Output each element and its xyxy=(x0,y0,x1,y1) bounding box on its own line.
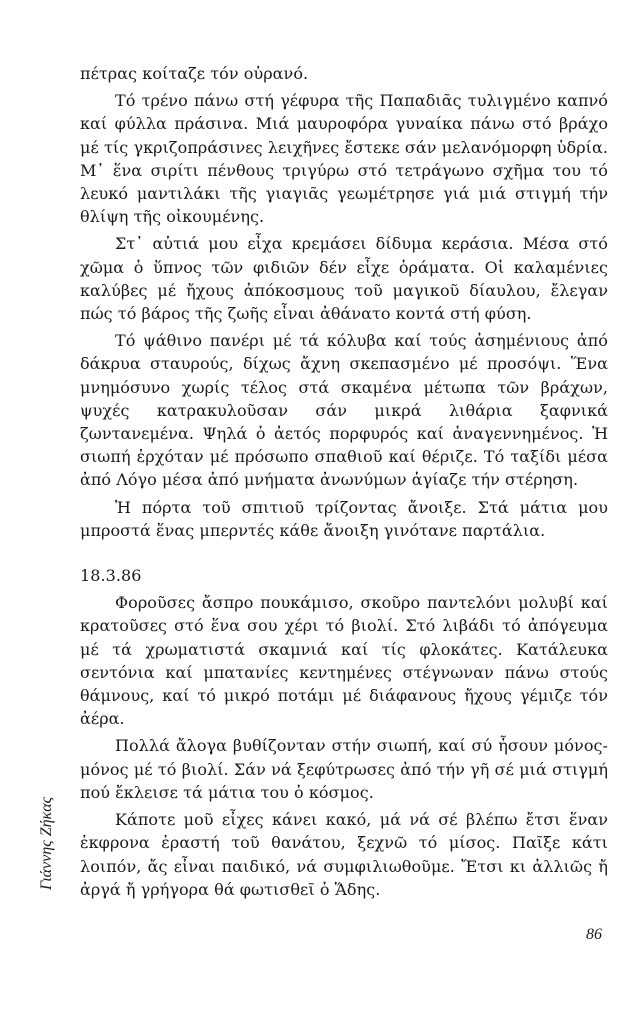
entry-date: 18.3.86 xyxy=(80,566,142,586)
paragraph: πέτρας κοίταζε τόν οὐρανό. xyxy=(80,64,309,83)
paragraph: Φοροῦσες ἄσπρο πουκάμισο, σκοῦρο παντελόνι μολυβί καί κρατοῦσες στό ἕνα σου χέρι τό βιολί. Στό λιβάδι τό ἀπόγευμα μέ τά χρωματιστά σκαμνιά καί τίς φλοκάτες. Κατάλευκα σεντόνια καί μπατανίες κεντημένες στέγνωναν πάνω στούς θάμνους, καί τό μικρό ποτάμι μέ διάφανους ἤχους γέμιζε τόν ἀέρα. xyxy=(80,593,608,729)
paragraph: Στ᾿ αὐτιά μου εἶχα κρεμάσει δίδυμα κεράσια. Μέσα στό χῶμα ὁ ὕπνος τῶν φιδιῶν δέν εἶχε ὁράματα. Οἱ καλαμένιες καλύβες μέ ἤχους ἀπόκοσμους τοῦ μαγικοῦ δίαυλου, ἔλεγαν πώς τό βάρος τῆς ζωῆς εἶναι ἀθάνατο κοντά στή φύση. xyxy=(80,234,608,324)
paragraph: Τό τρένο πάνω στή γέφυρα τῆς Παπαδιᾶς τυλιγμένο καπνό καί φύλλα πράσινα. Μιά μαυροφόρα γυναίκα πάνω στό βράχο μέ τίς γκριζοπράσινες λειχῆνες ἔστεκε σάν μελανόμορφη ὑδρία. Μ᾿ ἕνα σιρίτι πένθους τριγύρω στό τετράγωνο σχῆμα του τό λευκό μαντιλάκι τῆς γιαγιᾶς γεωμέτρησε γιά μιά στιγμή τήν θλίψη τῆς οἰκουμένης. xyxy=(80,91,608,227)
paragraph: Τό ψάθινο πανέρι μέ τά κόλυβα καί τούς ἀσημένιους ἀπό δάκρυα σταυρούς, δίχως ἄχνη σκεπασμένο μέ προσόψι. Ἕνα μνημόσυνο χωρίς τέλος στά σκαμένα μέτωπα τῶν βράχων, ψυχές κατρακυλοῦσαν σάν μικρά λιθάρια ξαφνικά ζωντανεμένα. Ψηλά ὁ ἀετός πορφυρός καί ἀναγεννημένος. Ἡ σιωπή ἐρχόταν μέ πρόσωπο σπαθιοῦ καί θέριζε. Τό ταξίδι μέσα ἀπό Λόγο μέσα ἀπό μνήματα ἀνωνύμων ἁγίαζε τήν στέρηση. xyxy=(80,331,608,490)
paragraph: Ἡ πόρτα τοῦ σπιτιοῦ τρίζοντας ἄνοιξε. Στά μάτια μου μπροστά ἕνας μπερντές κάθε ἄνοιξη γινότανε παρτάλια. xyxy=(80,497,608,540)
body-text xyxy=(80,62,608,901)
paragraph: Κάποτε μοῦ εἶχες κάνει κακό, μά νά σέ βλέπω ἔτσι ἕναν ἐκφρονα ἐραστή τοῦ θανάτου, ξεχνῶ τό μίσος. Παῖξε κάτι λοιπόν, ἄς εἶναι παιδικό, νά συμφιλιωθοῦμε. Ἔτσι κι ἀλλιῶς ἤ ἀργά ἤ γρήγορα θά φωτισθεῖ ὁ Ἅδης. xyxy=(80,810,608,899)
page-number: 86 xyxy=(586,926,602,943)
author-name: Γιάννης Ζήκας xyxy=(38,796,55,890)
paragraph: Πολλά ἄλογα βυθίζονταν στήν σιωπή, καί σύ ἦσουν μόνος-μόνος μέ τό βιολί. Σάν νά ξεφύτρωσες ἀπό τήν γῆ σέ μιά στιγμή πού ἔκλεισε τά μάτια του ὁ κόσμος. xyxy=(80,736,608,802)
